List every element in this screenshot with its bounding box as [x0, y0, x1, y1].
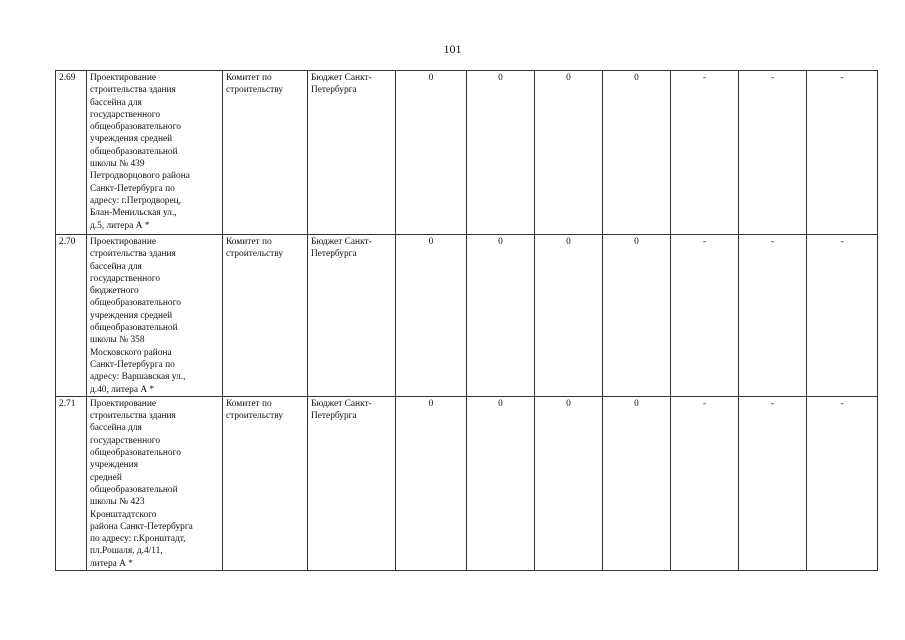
row-value-6: -	[739, 235, 807, 397]
row-value-6: -	[739, 71, 807, 235]
description-line: общеобразовательного	[90, 122, 181, 133]
description-line: школы № 439	[90, 159, 145, 170]
description-line: учреждения	[90, 460, 139, 471]
description-line: Московского района	[90, 347, 172, 358]
row-value-3: 0	[535, 396, 603, 570]
row-value-1: 0	[396, 235, 467, 397]
description-line: бассейна для	[90, 97, 142, 108]
row-description	[87, 235, 223, 397]
description-line: пл.Рошаля, д.4/11,	[90, 546, 163, 557]
description-line: Проектирование	[90, 73, 157, 83]
row-value-5: -	[671, 235, 739, 397]
description-line: школы № 358	[90, 335, 145, 346]
description-line: строительства здания	[90, 411, 176, 422]
description-line: литера А *	[90, 558, 133, 569]
description-line: учреждения средней	[90, 134, 173, 145]
row-executor: Комитет по строительству	[223, 396, 308, 570]
row-value-1: 0	[396, 396, 467, 570]
description-line: д.40, литера А *	[90, 384, 155, 395]
description-line: общеобразовательной	[90, 323, 178, 334]
description-line: бассейна для	[90, 423, 142, 434]
row-description	[87, 396, 223, 570]
description-line: Санкт-Петербурга по	[90, 183, 175, 194]
row-funding-source: Бюджет Санкт-Петербурга	[308, 396, 396, 570]
row-value-2: 0	[467, 396, 535, 570]
description-line: общеобразовательного	[90, 448, 181, 459]
description-line: общеобразовательной	[90, 484, 178, 495]
description-line: строительства здания	[90, 249, 176, 260]
row-value-7: -	[807, 71, 878, 235]
row-description	[87, 71, 223, 235]
row-number: 2.70	[56, 235, 87, 397]
description-line: общеобразовательной	[90, 146, 178, 157]
row-value-3: 0	[535, 71, 603, 235]
row-funding-source: Бюджет Санкт-Петербурга	[308, 71, 396, 235]
description-line: государственного	[90, 109, 161, 120]
row-funding-source: Бюджет Санкт-Петербурга	[308, 235, 396, 397]
row-value-3: 0	[535, 235, 603, 397]
description-line: Проектирование	[90, 398, 157, 409]
row-executor: Комитет по строительству	[223, 71, 308, 235]
description-line: района Санкт-Петербурга	[90, 521, 193, 532]
description-line: бассейна для	[90, 261, 142, 272]
row-value-5: -	[671, 71, 739, 235]
description-line: общеобразовательного	[90, 298, 181, 309]
description-line: по адресу: г.Кронштадт,	[90, 534, 186, 545]
row-executor: Комитет по строительству	[223, 235, 308, 397]
row-value-5: -	[671, 396, 739, 570]
description-line: строительства здания	[90, 85, 176, 96]
program-table	[55, 70, 878, 571]
row-value-4: 0	[603, 396, 671, 570]
row-number: 2.69	[56, 71, 87, 235]
description-line: Петродворцового района	[90, 171, 190, 182]
description-line: адресу: Варшавская ул.,	[90, 372, 186, 383]
description-line: бюджетного	[90, 286, 139, 297]
row-value-4: 0	[603, 235, 671, 397]
row-number: 2.71	[56, 396, 87, 570]
description-line: средней	[90, 472, 122, 483]
table-row	[56, 235, 878, 397]
description-line: Проектирование	[90, 237, 157, 247]
description-line: Кронштадтского	[90, 509, 157, 520]
description-line: школы № 423	[90, 497, 145, 508]
row-value-2: 0	[467, 71, 535, 235]
row-value-4: 0	[603, 71, 671, 235]
description-line: учреждения средней	[90, 310, 173, 321]
row-value-2: 0	[467, 235, 535, 397]
description-line: государственного	[90, 435, 161, 446]
description-line: адресу: г.Петродворец,	[90, 195, 181, 206]
description-line: Санкт-Петербурга по	[90, 359, 175, 370]
table-row	[56, 396, 878, 570]
page-number: 101	[443, 42, 462, 56]
row-value-6: -	[739, 396, 807, 570]
table-row	[56, 71, 878, 235]
description-line: Блан-Менильская ул.,	[90, 208, 177, 219]
description-line: государственного	[90, 273, 161, 284]
description-line: д.5, литера А *	[90, 220, 150, 231]
row-value-7: -	[807, 235, 878, 397]
row-value-1: 0	[396, 71, 467, 235]
row-value-7: -	[807, 396, 878, 570]
